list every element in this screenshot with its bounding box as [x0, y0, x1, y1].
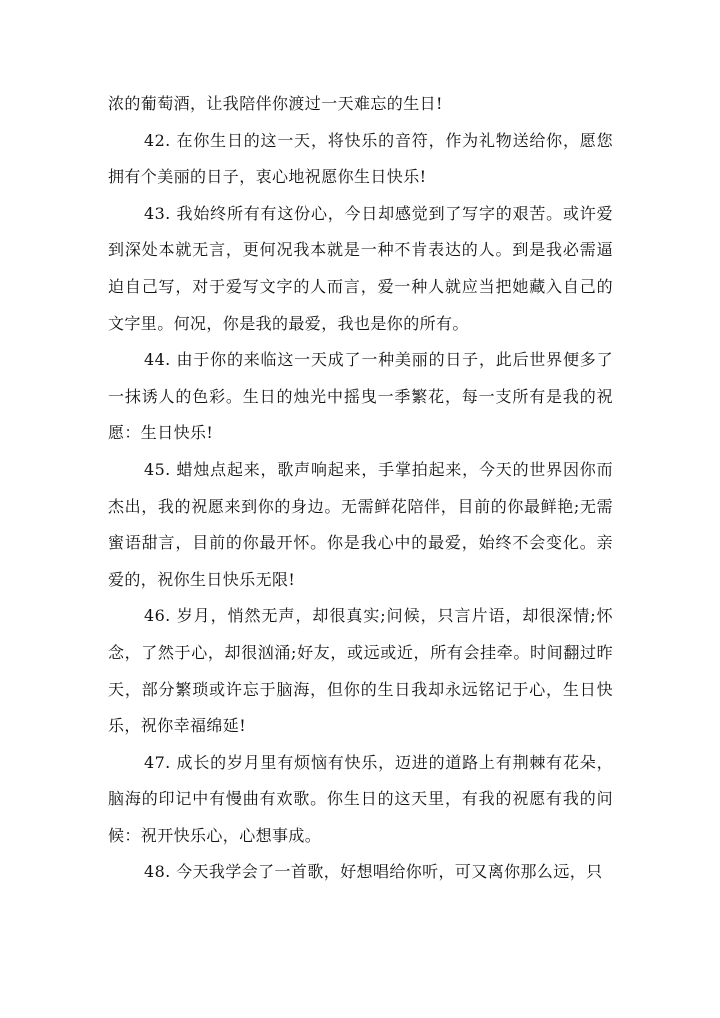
paragraph-continuation: 浓的葡萄酒，让我陪伴你渡过一天难忘的生日! [108, 94, 443, 113]
paragraph-42: 42. 在你生日的这一天，将快乐的音符，作为礼物送给你，愿您拥有个美丽的日子，衷心地祝愿你生日快乐! [108, 130, 613, 187]
paragraph-43: 43. 我始终所有有这份心，今日却感觉到了写字的艰苦。或许爱到深处本就无言，更何况我本就是一种不肯表达的人。到是我必需逼迫自己写，对于爱写文字的人而言，爱一种人就应当把她藏入自己的文字里。何况，你是我的最爱，我也是你的所有。 [108, 203, 613, 333]
paragraph-48: 48. 今天我学会了一首歌，好想唱给你听，可又离你那么远，只 [144, 862, 603, 882]
paragraph-46: 46. 岁月，悄然无声，却很真实;问候，只言片语，却很深情;怀念，了然于心，却很汹涌;好友，或远或近，所有会挂牵。时间翻过昨天，部分繁琐或许忘于脑海，但你的生日我却永远铭记于心，生日快乐，祝你幸福绵延! [108, 606, 613, 736]
paragraph-47: 47. 成长的岁月里有烦恼有快乐，迈进的道路上有荆棘有花朵，脑海的印记中有慢曲有欢歌。你生日的这天里，有我的祝愿有我的问候：祝开快乐心，心想事成。 [108, 752, 613, 845]
paragraph-45: 45. 蜡烛点起来，歌声响起来，手掌拍起来，今天的世界因你而杰出，我的祝愿来到你的身边。无需鲜花陪伴，目前的你最鲜艳;无需蜜语甜言，目前的你最开怀。你是我心中的最爱，始终不会变化。亲爱的，祝你生日快乐无限! [108, 459, 613, 589]
paragraph-44: 44. 由于你的来临这一天成了一种美丽的日子，此后世界便多了一抹诱人的色彩。生日的烛光中摇曳一季繁花，每一支所有是我的祝愿：生日快乐! [108, 350, 613, 443]
document-page [108, 86, 613, 891]
